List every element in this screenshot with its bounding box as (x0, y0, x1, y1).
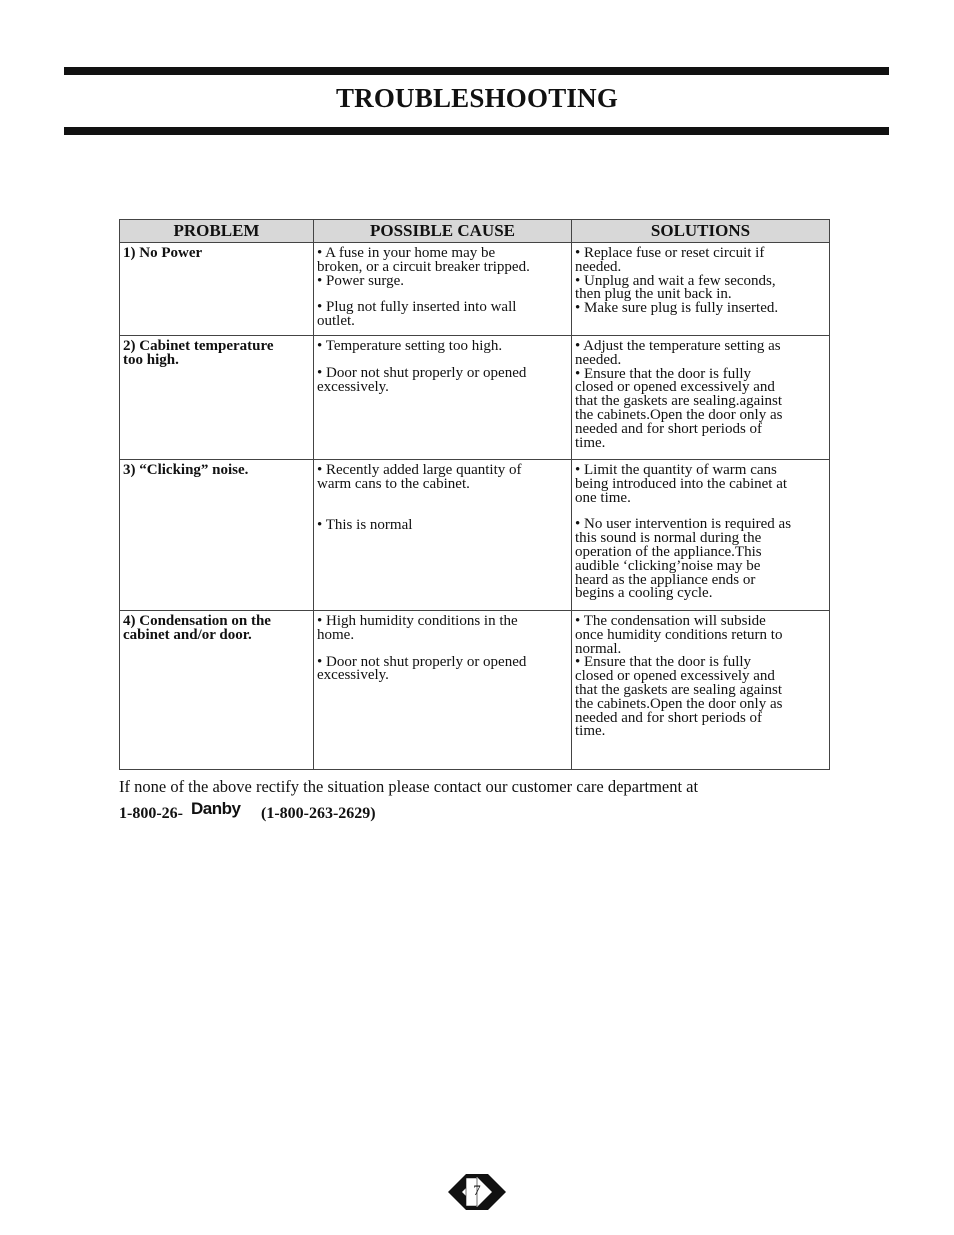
cause-text: outlet. (317, 313, 355, 330)
solution-cell (572, 336, 830, 460)
solution-text: time. (575, 723, 606, 740)
solution-text: operation of the appliance.This (575, 543, 762, 560)
page-number: 7 (473, 1183, 481, 1199)
problem-text: cabinet and/or door. (123, 626, 252, 643)
problem-text: 3) “Clicking” noise. (123, 462, 249, 478)
solution-cell (572, 243, 830, 336)
cause-cell (314, 243, 572, 336)
solution-text: being introduced into the cabinet at (575, 475, 788, 492)
solution-text: • Unplug and wait a few seconds, (575, 272, 776, 289)
solution-text: then plug the unit back in. (575, 286, 732, 303)
cause-text: • A fuse in your home may be (317, 245, 496, 261)
solution-cell (572, 460, 830, 611)
solution-text: needed. (575, 258, 622, 275)
solution-text: once humidity conditions return to (575, 626, 783, 643)
solution-text: this sound is normal during the (575, 530, 762, 547)
solution-text: one time. (575, 489, 631, 506)
cause-text: • Plug not fully inserted into wall (317, 299, 517, 316)
customer-care-phone (119, 799, 376, 824)
cause-text: • Power surge. (317, 272, 405, 289)
top-rule (64, 67, 889, 75)
header-solutions: SOLUTIONS (572, 220, 830, 243)
cause-cell (314, 611, 572, 770)
solution-text: • Ensure that the door is fully (575, 654, 752, 671)
cause-text: excessively. (317, 667, 389, 684)
table-header-row (120, 220, 830, 243)
phone-number: (1-800-263-2629) (260, 805, 376, 822)
header-problem: PROBLEM (120, 220, 314, 243)
table-row (120, 336, 830, 460)
customer-care-note: If none of the above rectify the situation please contact our customer care department at (119, 777, 699, 796)
problem-text: 1) No Power (123, 245, 203, 261)
cause-text: • Temperature setting too high. (317, 338, 503, 354)
solution-text: needed. (575, 351, 622, 368)
table-row (120, 243, 830, 336)
cause-text: • Recently added large quantity of (317, 462, 522, 478)
table-row (120, 611, 830, 770)
solution-text: needed and for short periods of (575, 709, 763, 726)
problem-cell (120, 336, 314, 460)
solution-text: the cabinets.Open the door only as (575, 406, 783, 423)
problem-text: 4) Condensation on the (123, 613, 271, 629)
header-possible-cause: POSSIBLE CAUSE (314, 220, 572, 243)
solution-text: • Ensure that the door is fully (575, 365, 752, 382)
solution-cell (572, 611, 830, 770)
cause-text: • High humidity conditions in the (317, 613, 518, 629)
table-row (120, 460, 830, 611)
cause-text: warm cans to the cabinet. (317, 475, 470, 492)
phone-prefix: 1-800-26- (119, 805, 183, 822)
solution-text: • No user intervention is required as (575, 516, 792, 533)
cause-text: broken, or a circuit breaker tripped. (317, 258, 530, 275)
cause-text: excessively. (317, 378, 389, 395)
troubleshooting-table (119, 219, 830, 770)
solution-text: • Make sure plug is fully inserted. (575, 300, 779, 317)
danby-logo: Danby (190, 799, 241, 818)
solution-text: audible ‘clicking’noise may be (575, 557, 761, 574)
solution-text: • The condensation will subside (575, 613, 766, 629)
solution-text: that the gaskets are sealing.against (575, 393, 783, 410)
solution-text: begins a cooling cycle. (575, 585, 713, 602)
solution-text: closed or opened excessively and (575, 379, 775, 396)
bottom-rule (64, 127, 889, 135)
cause-cell (314, 460, 572, 611)
problem-cell (120, 460, 314, 611)
problem-cell (120, 243, 314, 336)
solution-text: closed or opened excessively and (575, 668, 775, 685)
solution-text: • Adjust the temperature setting as (575, 338, 781, 354)
problem-text: too high. (123, 351, 179, 368)
cause-text: • This is normal (317, 516, 413, 533)
solution-text: heard as the appliance ends or (575, 571, 756, 588)
page-title: TROUBLESHOOTING (335, 83, 619, 113)
solution-text: normal. (575, 640, 622, 657)
page-number-badge (446, 1173, 508, 1211)
solution-text: • Limit the quantity of warm cans (575, 462, 777, 478)
solution-text: that the gaskets are sealing against (575, 681, 783, 698)
solution-text: time. (575, 434, 606, 451)
cause-text: home. (317, 626, 355, 643)
problem-cell (120, 611, 314, 770)
problem-text: 2) Cabinet temperature (123, 338, 274, 354)
solution-text: the cabinets.Open the door only as (575, 695, 783, 712)
cause-cell (314, 336, 572, 460)
solution-text: • Replace fuse or reset circuit if (575, 245, 765, 261)
cause-text: • Door not shut properly or opened (317, 364, 527, 381)
solution-text: needed and for short periods of (575, 420, 763, 437)
cause-text: • Door not shut properly or opened (317, 653, 527, 670)
